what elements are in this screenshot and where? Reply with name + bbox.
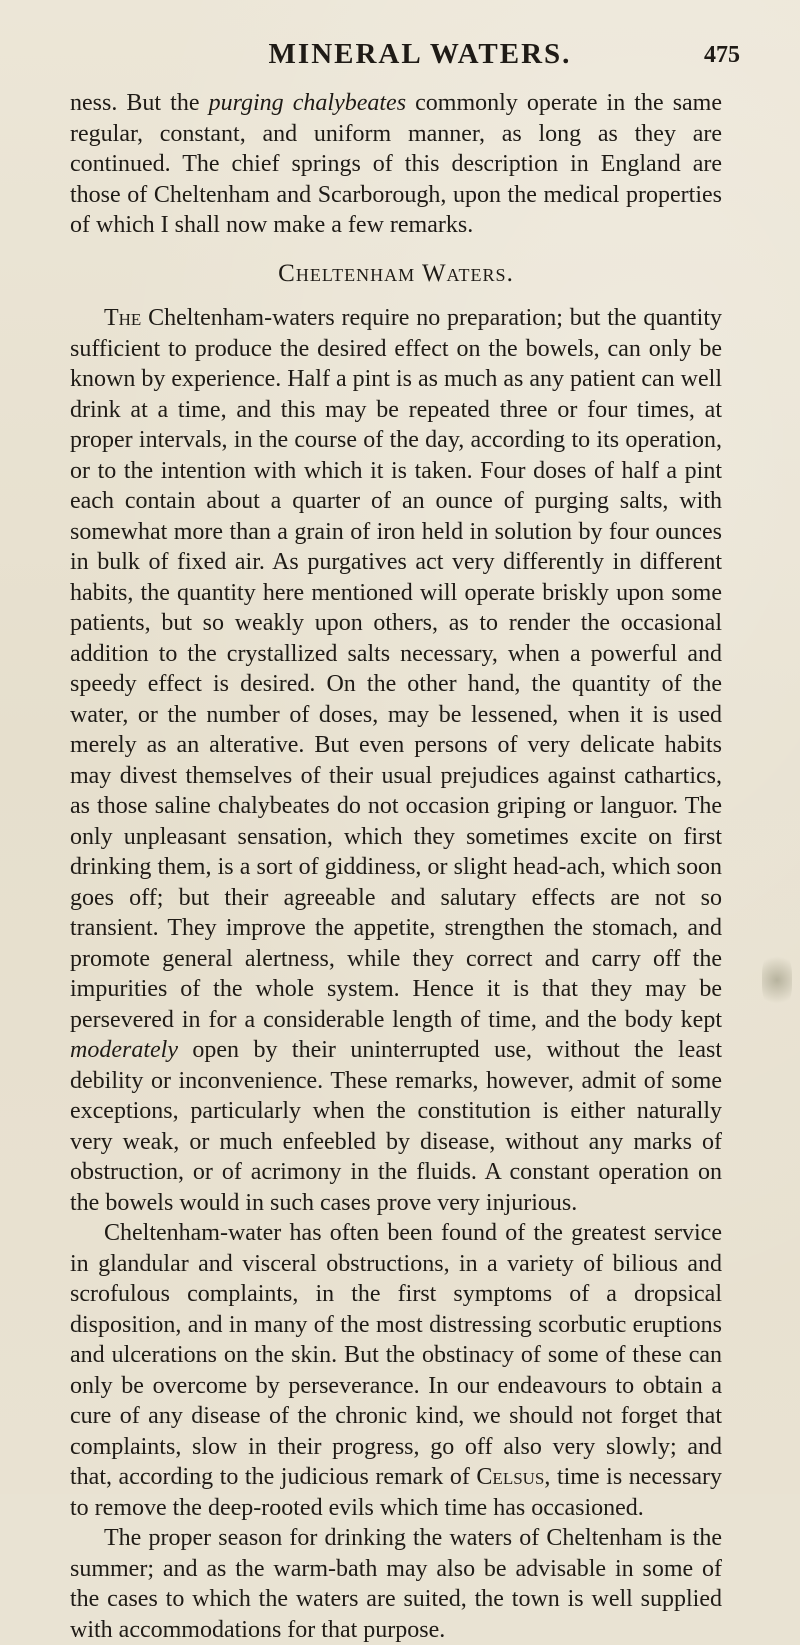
paragraph-3-celsus: Celsus (476, 1464, 545, 1490)
paragraph-2-text-a: Cheltenham-waters require no preparation; but the quantity sufficient to produce the desired effect on the bowels, can only be known by experience. Half a pint is as much as any patient can well drink at a time, and this may be repeated three or four times, at proper intervals, in the course of the day, according to its operation, or to the intention with which it is taken. Four doses of half a pint each contain about a quarter of an ounce of purging salts, with somewhat more than a grain of iron held in solution by four ounces in bulk of fixed air. As purgatives act very differently in different habits, the quantity here mentioned will operate briskly upon some patients, but so weakly upon others, as to render the occasional addition to the crystallized salts necessary, when a powerful and speedy effect is desired. On the other hand, the quantity of the water, or the number of doses, may be lessened, when it is used merely as an alterative. But even persons of very delicate habits may divest themselves of their usual prejudices against cathartics, as those saline chalybeates do not occasion griping or languor. The only unpleasant sensation, which they sometimes excite on first drinking them, is a sort of giddiness, or slight head-ach, which soon goes off; but their agreeable and salutary effects are not so transient. They improve the appetite, strengthen the stomach, and promote general alertness, while they correct and carry off the impurities of the whole system. Hence it is that they may be persevered in for a considerable length of time, and the body kept (70, 305, 722, 1033)
paragraph-3-text-a: Cheltenham-water has often been found of the greatest service in glandular and visceral obstructions, in a variety of bilious and scrofulous complaints, in the first symptoms of a dropsical disposition, and in many of the most distressing scorbutic eruptions and ulcerations on the skin. But the obstinacy of some of these can only be overcome by perseverance. In our endeavours to obtain a cure of any disease of the chronic kind, we should not forget that complaints, slow in their progress, go off also very slowly; and that, according to the judicious remark of (70, 1220, 722, 1490)
page-number: 475 (704, 42, 740, 68)
page-header (110, 38, 740, 78)
body-text (70, 88, 722, 1645)
paragraph-2-text-b: open by their uninterrupted use, without the least debility or inconvenience. These remarks, however, admit of some exceptions, particularly when the constitution is either naturally very weak, or much enfeebled by disease, without any marks of obstruction, or of acrimony in the fluids. A constant operation on the bowels would in such cases prove very injurious. (70, 1037, 722, 1216)
section-heading: Cheltenham Waters. (278, 259, 514, 287)
paragraph-cheltenham-service (70, 1218, 722, 1523)
paragraph-4-text-a: The proper season for drinking the waters of Cheltenham is the summer; and as the warm-bath may also be advisable in some of the cases to which the waters are suited, the town is well supplied with accommodations for that purpose. (70, 1525, 722, 1643)
paragraph-continued (70, 88, 722, 241)
paragraph-1-italic: purging chalybeates (208, 90, 407, 116)
paragraph-2-lead-caps: The (104, 305, 142, 331)
paragraph-3-text-b: , time is necessary to remove the deep-rooted evils which time has occasioned. (70, 1464, 722, 1521)
paragraph-cheltenham-dosage (70, 303, 722, 1218)
running-title: MINERAL WATERS. (268, 38, 572, 70)
paragraph-1-text-a: ness. But the (70, 90, 209, 116)
paragraph-1-text-b: commonly operate in the same regular, constant, and uniform manner, as long as they are continued. The chief springs of this description in England are those of Cheltenham and Scarborough, upon the medical properties of which I shall now make a few remarks. (70, 90, 723, 238)
paper-stain (762, 950, 792, 1010)
paragraph-cheltenham-season (70, 1523, 722, 1645)
paragraph-2-italic: moderately (70, 1037, 178, 1063)
